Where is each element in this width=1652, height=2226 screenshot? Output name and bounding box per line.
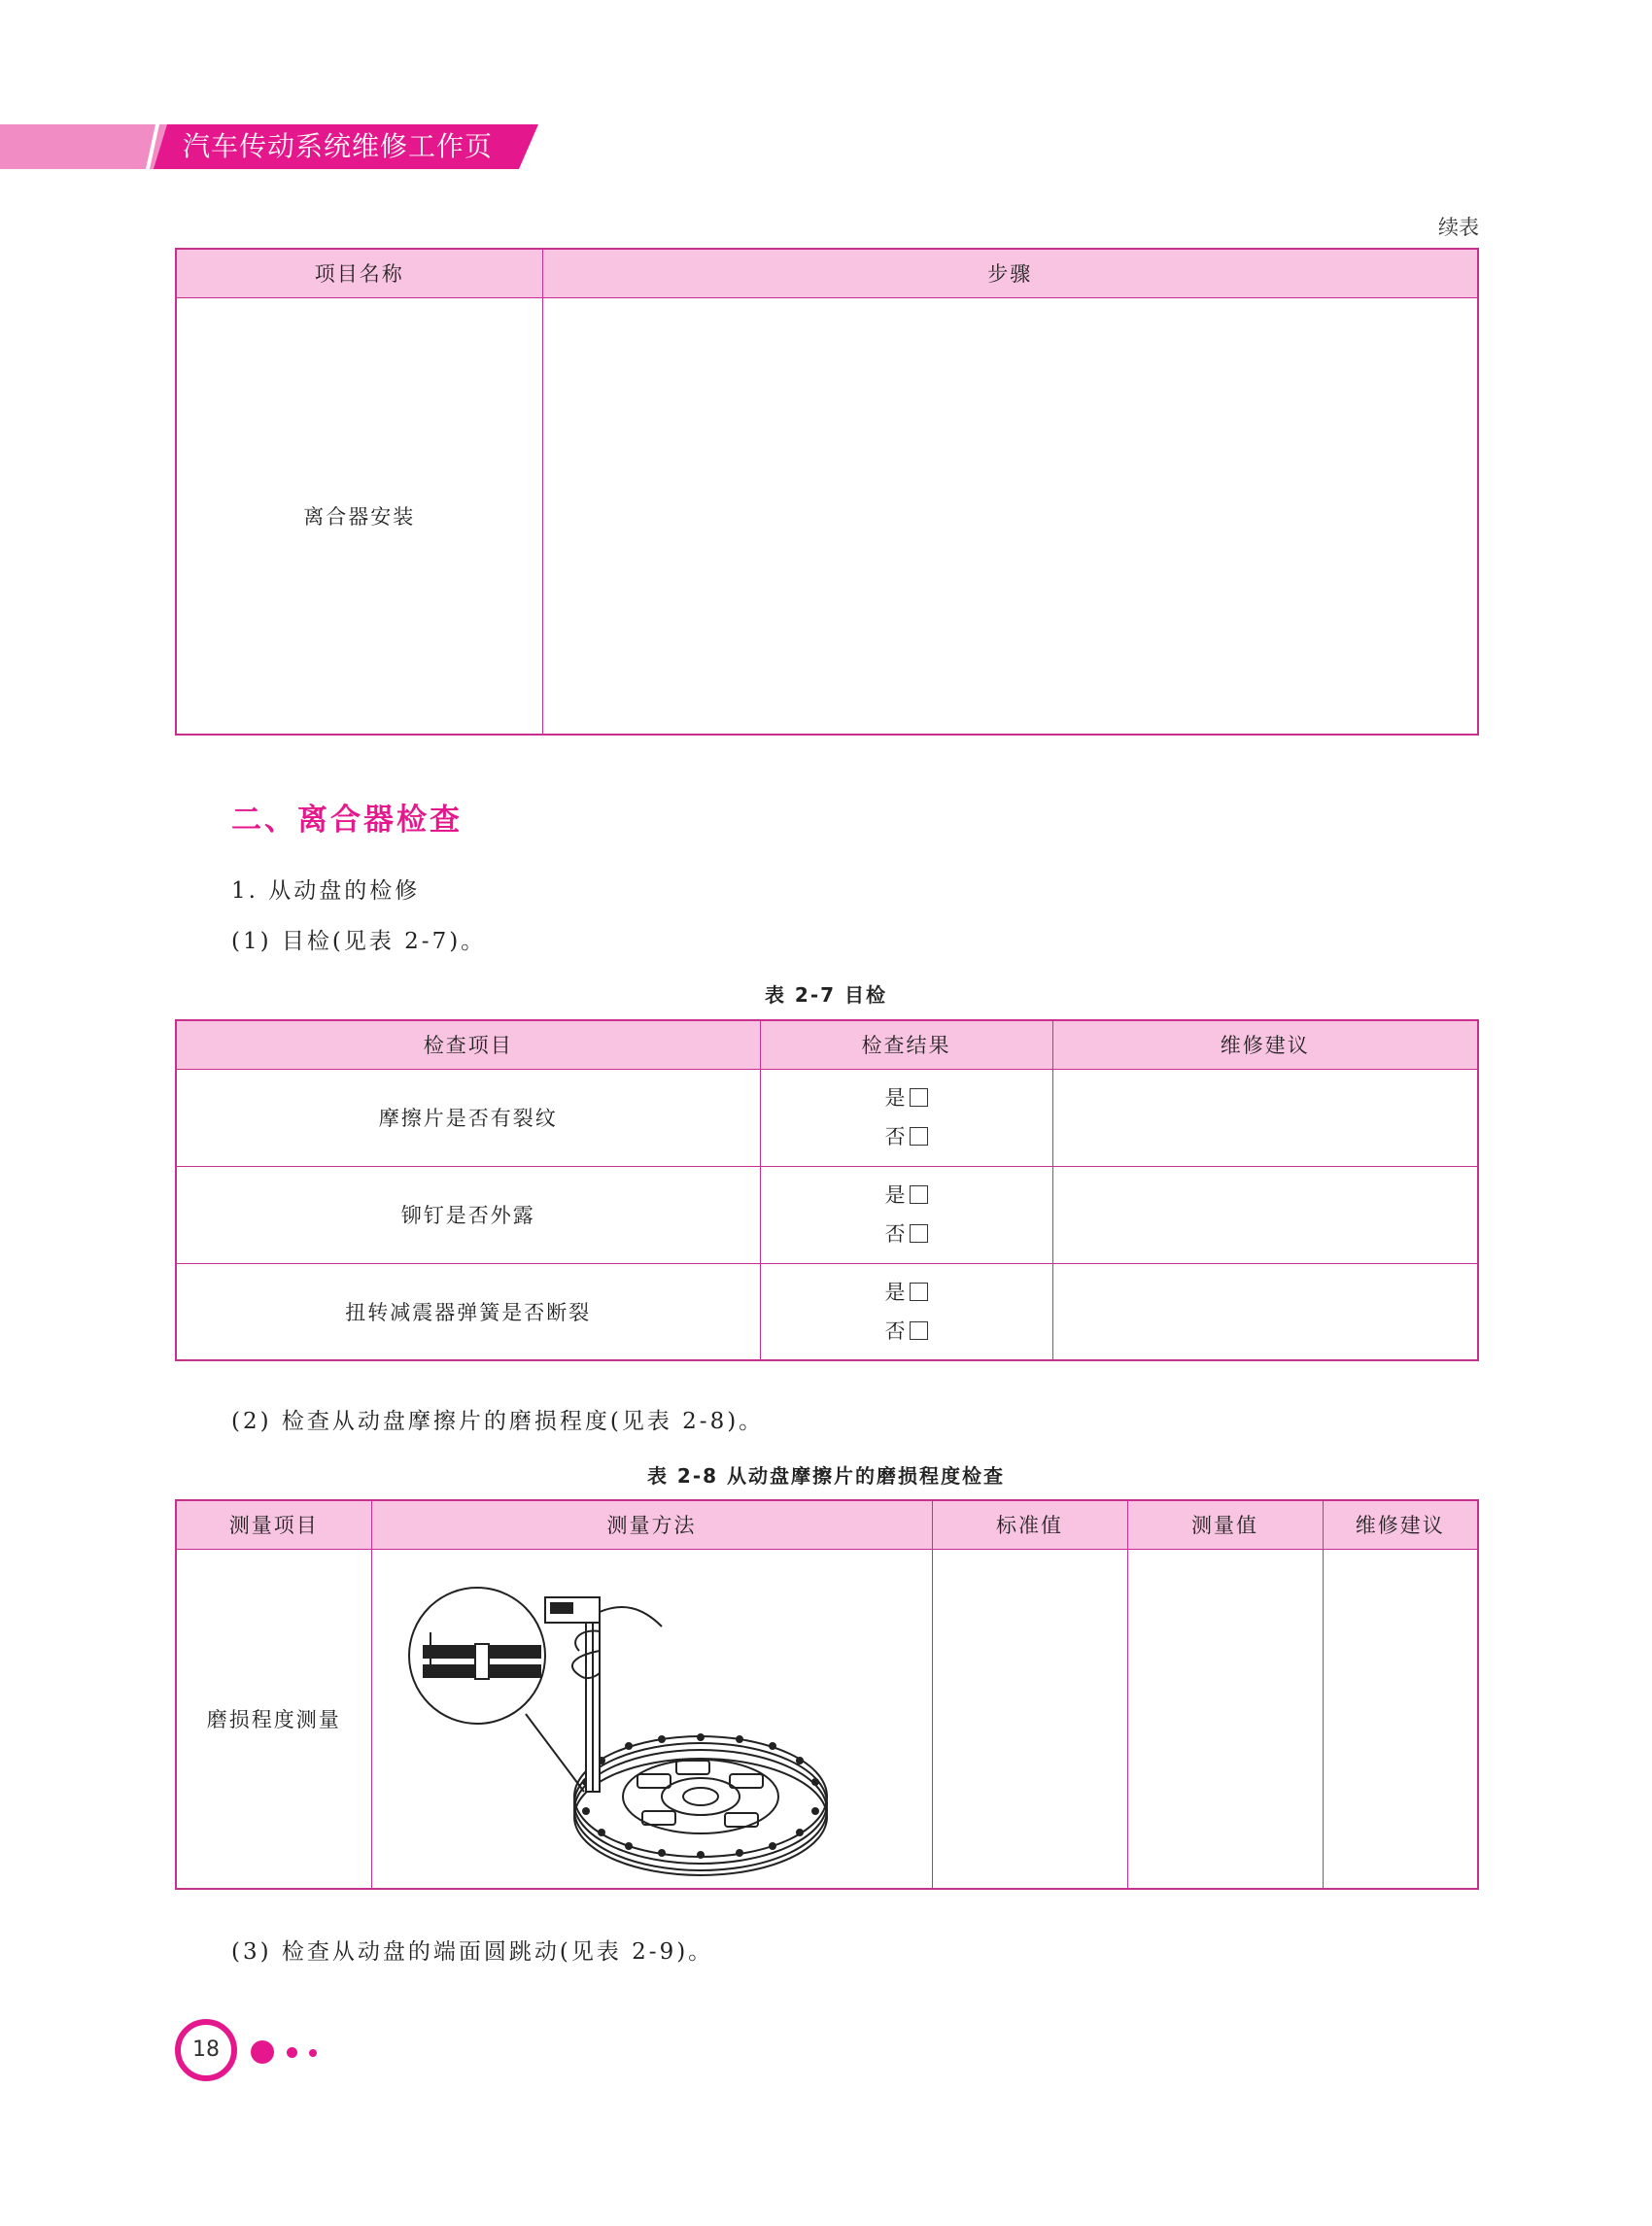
page-dot-large: [251, 2040, 274, 2064]
no-checkbox[interactable]: [910, 1224, 928, 1243]
page-dot-small: [309, 2049, 317, 2057]
no-option: [761, 1312, 1052, 1351]
paragraph-wear-check: (2) 检查从动盘摩擦片的磨损程度(见表 2-8)。: [231, 1409, 765, 1434]
col-header-standard-value: 标准值: [932, 1500, 1127, 1549]
no-checkbox[interactable]: [910, 1321, 928, 1340]
yes-label: 是: [884, 1086, 908, 1110]
yes-label: 是: [884, 1280, 908, 1304]
no-checkbox[interactable]: [910, 1127, 928, 1146]
yes-checkbox[interactable]: [910, 1185, 928, 1204]
section-title: 二、离合器检查: [231, 803, 463, 838]
col-header-measure-item: 测量项目: [176, 1500, 371, 1549]
col-header-repair-advice: 维修建议: [1323, 1500, 1478, 1549]
col-header-measured-value: 测量值: [1127, 1500, 1323, 1549]
cell-item-name: 离合器安装: [176, 297, 542, 735]
paragraph-visual-inspection: (1) 目检(见表 2-7)。: [231, 929, 487, 954]
repair-advice-cell: [1052, 1263, 1478, 1360]
table-row: [176, 1166, 1478, 1263]
check-result-cell: [760, 1263, 1052, 1360]
paragraph-subsection: 1. 从动盘的检修: [231, 878, 421, 904]
table-row: [176, 1549, 1478, 1889]
yes-option: [761, 1176, 1052, 1215]
continued-table: [175, 248, 1479, 736]
no-label: 否: [884, 1125, 908, 1148]
no-option: [761, 1215, 1052, 1253]
header-title: 汽车传动系统维修工作页: [183, 130, 494, 162]
no-label: 否: [884, 1318, 908, 1343]
col-header-steps: 步骤: [542, 249, 1478, 297]
col-header-check-item: 检查项目: [176, 1020, 760, 1069]
no-option: [761, 1117, 1052, 1156]
yes-option: [761, 1079, 1052, 1117]
table-2-8: [175, 1499, 1479, 1890]
col-header-check-result: 检查结果: [760, 1020, 1052, 1069]
yes-label: 是: [884, 1183, 908, 1207]
paragraph-runout-check: (3) 检查从动盘的端面圆跳动(见表 2-9)。: [231, 1939, 714, 1965]
check-item-cell: 摩擦片是否有裂纹: [176, 1069, 760, 1166]
cell-steps: [542, 297, 1478, 735]
clutch-disc-caliper-illustration: [380, 1558, 924, 1879]
yes-option: [761, 1273, 1052, 1312]
table-row: [176, 1263, 1478, 1360]
repair-advice-cell: [1323, 1549, 1478, 1889]
check-item-cell: 铆钉是否外露: [176, 1166, 760, 1263]
standard-value-cell: [932, 1549, 1127, 1889]
col-header-item-name: 项目名称: [176, 249, 542, 297]
measured-value-cell: [1127, 1549, 1323, 1889]
table-row: [176, 1069, 1478, 1166]
page-number: 18: [175, 2019, 237, 2081]
page-dot-medium: [287, 2047, 297, 2058]
table-2-7-caption: 表 2-7 目检: [764, 983, 888, 1007]
measure-item-cell: 磨损程度测量: [176, 1549, 371, 1889]
yes-checkbox[interactable]: [910, 1283, 928, 1301]
table-2-8-caption: 表 2-8 从动盘摩擦片的磨损程度检查: [646, 1464, 1006, 1488]
check-result-cell: [760, 1069, 1052, 1166]
col-header-repair-advice: 维修建议: [1052, 1020, 1478, 1069]
measure-method-cell: [371, 1549, 932, 1889]
col-header-measure-method: 测量方法: [371, 1500, 932, 1549]
no-label: 否: [884, 1222, 908, 1246]
repair-advice-cell: [1052, 1069, 1478, 1166]
check-item-cell: 扭转减震器弹簧是否断裂: [176, 1263, 760, 1360]
check-result-cell: [760, 1166, 1052, 1263]
continued-label: 续表: [1438, 216, 1479, 239]
yes-checkbox[interactable]: [910, 1088, 928, 1107]
repair-advice-cell: [1052, 1166, 1478, 1263]
table-2-7: [175, 1019, 1479, 1361]
